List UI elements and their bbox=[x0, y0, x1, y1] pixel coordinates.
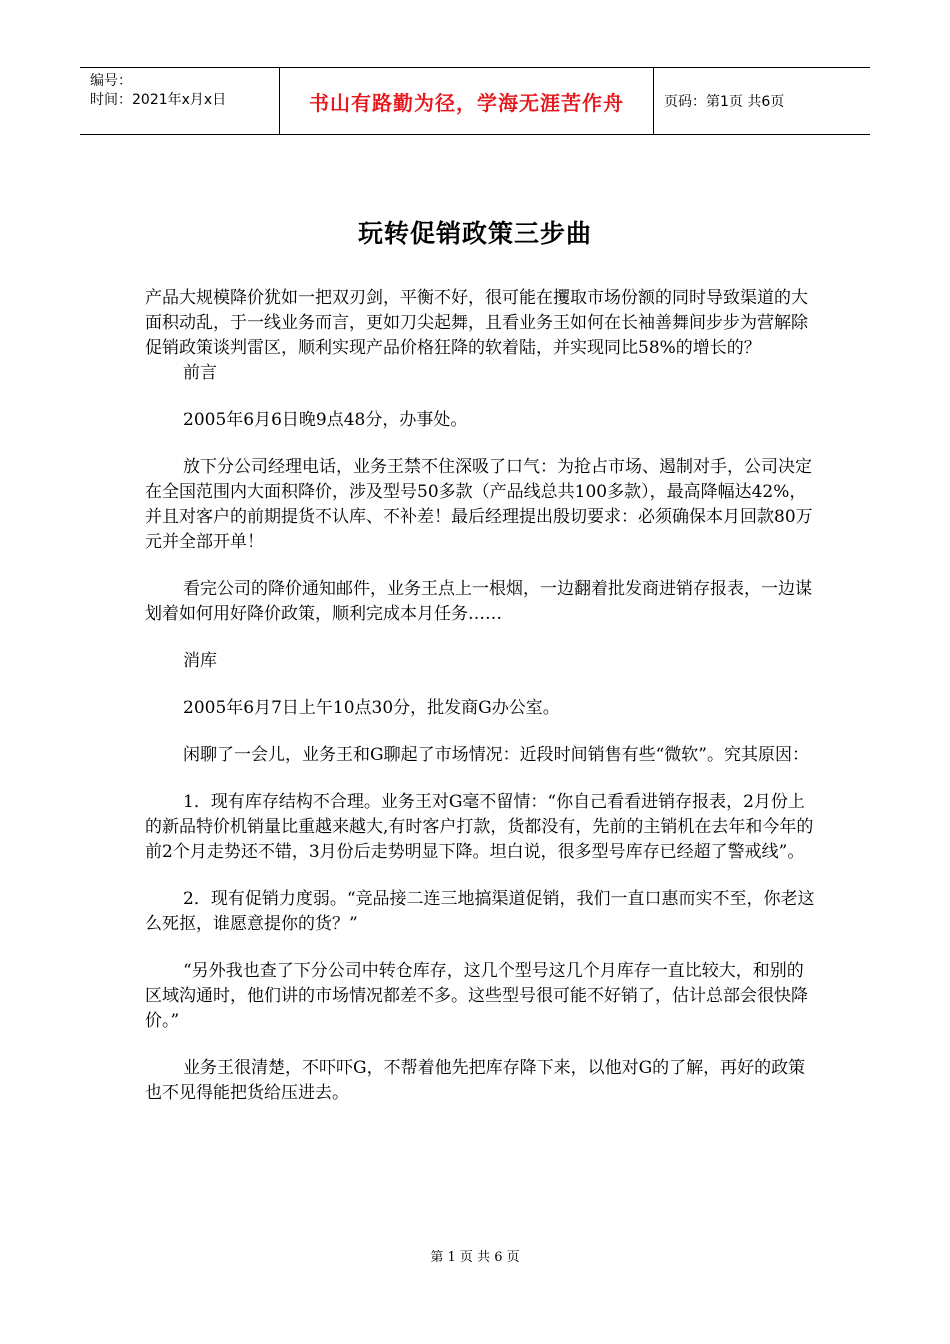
section-heading-preface: 前言 bbox=[183, 363, 217, 383]
paragraph: 2005年6月6日晚9点48分，办事处。 bbox=[183, 410, 468, 430]
paragraph: 看完公司的降价通知邮件，业务王点上一根烟，一边翻着批发商进销存报表，一边谋划着如何用好降价政策，顺利完成本月任务…… bbox=[145, 579, 812, 624]
paragraph: “另外我也查了下分公司中转仓库存，这几个型号这几个月库存一直比较大，和别的区域沟通时，他们讲的市场情况都差不多。这些型号很可能不好销了，估计总部会很快降价。” bbox=[145, 961, 808, 1031]
time-label: 时间：2021年x月x日 bbox=[90, 92, 227, 108]
header-info bbox=[80, 68, 280, 134]
paragraph: 1．现有库存结构不合理。业务王对G毫不留情：“你自己看看进销存报表，2月份上的新品特价机销量比重越来越大,有时客户打款，货都没有，先前的主销机在去年和今年的前2个月走势还不错，3月份后走势明显下降。坦白说，很多型号库存已经超了警戒线”。 bbox=[145, 792, 814, 862]
document-body bbox=[145, 286, 815, 1106]
paragraph: 闲聊了一会儿，业务王和G聊起了市场情况：近段时间销售有些“微软”。究其原因： bbox=[183, 745, 809, 765]
paragraph: 2．现有促销力度弱。“竞品接二连三地搞渠道促销，我们一直口惠而实不至，你老这么死抠，谁愿意提你的货？” bbox=[145, 889, 815, 934]
document-title: 玩转促销政策三步曲 bbox=[357, 219, 592, 248]
header-motto: 书山有路勤为径，学海无涯苦作舟 bbox=[280, 68, 654, 134]
paragraph: 2005年6月7日上午10点30分，批发商G办公室。 bbox=[183, 698, 560, 718]
section-heading-clear-stock: 消库 bbox=[183, 651, 217, 671]
paragraph: 业务王很清楚，不吓吓G，不帮着他先把库存降下来，以他对G的了解，再好的政策也不见得能把货给压进去。 bbox=[145, 1058, 806, 1103]
header-page-info: 页码：第1页 共6页 bbox=[664, 94, 785, 110]
page-header bbox=[80, 67, 870, 135]
paragraph: 放下分公司经理电话，业务王禁不住深吸了口气：为抢占市场、遏制对手，公司决定在全国范围内大面积降价，涉及型号50多款（产品线总共100多款），最高降幅达42%，并且对客户的前期提货不认库、不补差！最后经理提出殷切要求：必须确保本月回款80万元并全部开单！ bbox=[145, 457, 813, 552]
number-label: 编号： bbox=[90, 73, 132, 89]
page-footer: 第 1 页 共 6 页 bbox=[430, 1250, 520, 1265]
paragraph-intro: 产品大规模降价犹如一把双刃剑，平衡不好，很可能在攫取市场份额的同时导致渠道的大面积动乱，于一线业务而言，更如刀尖起舞，且看业务王如何在长袖善舞间步步为营解除促销政策谈判雷区，顺利实现产品价格狂降的软着陆，并实现同比58%的增长的？ bbox=[145, 288, 808, 358]
